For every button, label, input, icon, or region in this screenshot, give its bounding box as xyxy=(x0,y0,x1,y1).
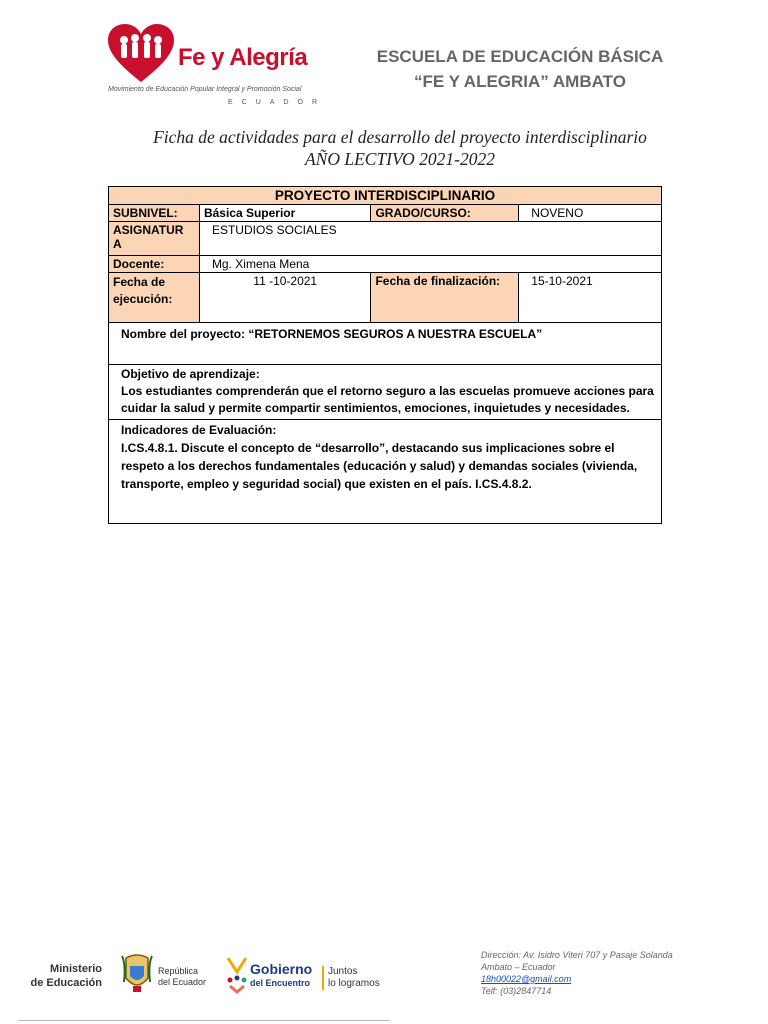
subnivel-label: SUBNIVEL: xyxy=(109,205,200,222)
fe-y-alegria-logo xyxy=(108,24,328,110)
fecha-ejecucion-value: 11 -10-2021 xyxy=(199,273,371,323)
ficha-line-1: Ficha de actividades para el desarrollo del proyecto interdisciplinario xyxy=(153,127,647,147)
republica-logo xyxy=(158,966,206,988)
grado-label: GRADO/CURSO: xyxy=(371,205,519,222)
telefono: Telf: (03)2847714 xyxy=(481,986,552,996)
indicadores-text: I.CS.4.8.1. Discute el concepto de “desarrollo”, destacando sus implicaciones sobre el respeto a los derechos fundamentales (educación y salud) y demandas sociales (vivienda, transporte, empleo y seguridad social) que existen en el país. I.CS.4.8.2. xyxy=(121,441,638,491)
direccion-line-1: Dirección: Av. Isidro Viteri 707 y Pasaje Solanda xyxy=(481,950,673,960)
objetivo-label: Objetivo de aprendizaje: xyxy=(121,367,260,381)
indicadores-cell xyxy=(109,420,662,524)
footer-logos xyxy=(28,950,388,1000)
project-table xyxy=(108,186,662,524)
logo-wordmark: Fe y Alegría xyxy=(178,44,308,71)
objetivo-cell xyxy=(109,365,662,420)
ecuador-shield-icon xyxy=(120,952,154,996)
grado-value: NOVENO xyxy=(519,205,662,222)
ficha-line-2: AÑO LECTIVO 2021-2022 xyxy=(304,149,496,169)
docente-value: Mg. Ximena Mena xyxy=(199,256,661,273)
table-title: PROYECTO INTERDISCIPLINARIO xyxy=(109,187,662,205)
indicadores-label: Indicadores de Evaluación: xyxy=(121,423,277,437)
logo-subtitle: Movimiento de Educación Popular Integral y Promoción Social xyxy=(108,86,302,93)
ministerio-line-1: Ministerio xyxy=(50,963,102,975)
gobierno-sub: del Encuentro xyxy=(250,978,311,988)
objetivo-text: Los estudiantes comprenderán que el retorno seguro a las escuelas promueve acciones para cuidar la salud y permite compartir sentimientos, emociones, inquietudes y necesidades. xyxy=(121,384,654,415)
republica-line-1: República xyxy=(158,966,199,976)
gobierno-text: Gobierno xyxy=(250,961,313,977)
juntos-logo xyxy=(322,966,380,990)
school-line-1: ESCUELA DE EDUCACIÓN BÁSICA xyxy=(376,47,664,66)
asignatura-label: ASIGNATUR A xyxy=(109,222,200,256)
direccion-line-2: Ambato – Ecuador xyxy=(481,962,556,972)
email-link[interactable]: 18h00022@gmail.com xyxy=(481,974,572,984)
subnivel-value: Básica Superior xyxy=(199,205,371,222)
document-title xyxy=(120,126,680,170)
nombre-proyecto: Nombre del proyecto: “RETORNEMOS SEGUROS A NUESTRA ESCUELA” xyxy=(109,323,662,365)
fecha-finalizacion-label: Fecha de finalización: xyxy=(371,273,519,323)
gobierno-logo xyxy=(250,962,312,990)
ministerio-logo xyxy=(28,962,102,990)
republica-line-2: del Ecuador xyxy=(158,977,207,987)
docente-label: Docente: xyxy=(109,256,200,273)
juntos-line-2: lo logramos xyxy=(328,978,380,989)
school-line-2: “FE Y ALEGRIA” AMBATO xyxy=(414,72,626,91)
heart-logo-icon xyxy=(108,24,174,84)
logo-country: ECUADOR xyxy=(228,99,327,106)
fecha-finalizacion-value: 15-10-2021 xyxy=(519,273,662,323)
juntos-line-1: Juntos xyxy=(328,966,358,977)
ministerio-line-2: de Educación xyxy=(30,977,102,989)
gobierno-mark-icon xyxy=(226,954,248,996)
asignatura-value: ESTUDIOS SOCIALES xyxy=(199,222,661,256)
footer-divider xyxy=(18,1020,390,1021)
school-name xyxy=(370,44,670,94)
fecha-ejecucion-label: Fecha de ejecución: xyxy=(109,273,200,323)
contact-address xyxy=(481,949,673,997)
